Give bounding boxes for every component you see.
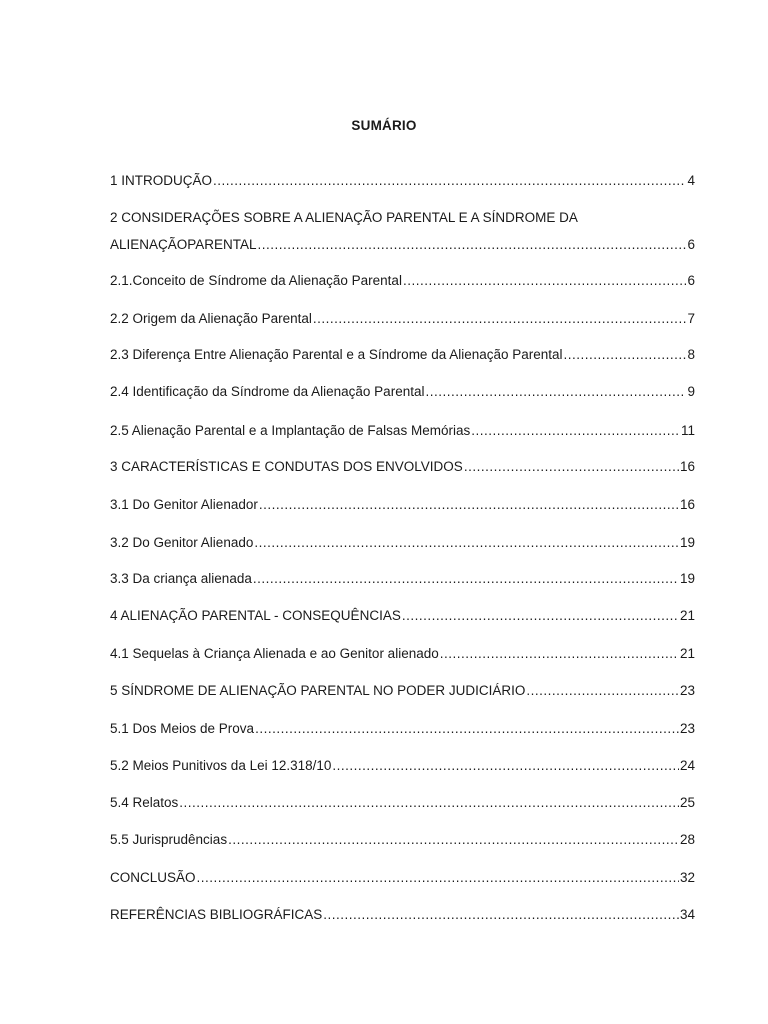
toc-entry: [110, 757, 695, 775]
toc-entry-page: 21: [679, 608, 695, 623]
toc-entry-text: 3 CARACTERÍSTICAS E CONDUTAS DOS ENVOLVIDOS: [110, 459, 463, 474]
toc-entry: [110, 458, 695, 476]
toc-entry-text: 5.4 Relatos: [110, 795, 179, 810]
toc-entry: [110, 346, 695, 364]
toc-entry-page: 7: [687, 311, 695, 326]
toc-entry-text: 2.3 Diferença Entre Alienação Parental e a Síndrome da Alienação Parental: [110, 347, 563, 362]
toc-entry-text: CONCLUSÃO: [110, 870, 196, 885]
toc-entry-page: 34: [679, 907, 695, 922]
dot-leader: [259, 496, 679, 514]
toc-entry: [110, 645, 695, 663]
dot-leader: [526, 682, 679, 700]
dot-leader: [179, 794, 679, 812]
toc-entry-page: 11: [680, 423, 695, 438]
toc-entry-text: 3.3 Da criança alienada: [110, 571, 252, 586]
toc-entry: [110, 869, 695, 887]
dot-leader: [403, 272, 687, 290]
dot-leader: [323, 906, 679, 924]
toc-entry-text: 3.1 Do Genitor Alienador: [110, 497, 258, 512]
toc-entry-text: 2.5 Alienação Parental e a Implantação de Falsas Memórias: [110, 423, 471, 438]
dot-leader: [197, 869, 679, 887]
toc-entry-text: 5.1 Dos Meios de Prova: [110, 721, 255, 736]
toc-entry: [110, 534, 695, 552]
toc-entry-text: 5.2 Meios Punitivos da Lei 12.318/10: [110, 758, 332, 773]
toc-entry-text: 2.1.Conceito de Síndrome da Alienação Parental: [110, 273, 402, 288]
toc-entry-text: 4 ALIENAÇÃO PARENTAL - CONSEQUÊNCIAS: [110, 608, 401, 623]
toc-entry: [110, 831, 695, 849]
toc-entry: [110, 570, 695, 588]
dot-leader: [464, 458, 679, 476]
toc-entry-text: 3.2 Do Genitor Alienado: [110, 535, 254, 550]
toc-entry-page: 25: [679, 795, 695, 810]
toc-entry: [110, 607, 695, 625]
toc-entry-page: 23: [679, 721, 695, 736]
dot-leader: [253, 570, 679, 588]
toc-entry-page: 24: [679, 758, 695, 773]
toc-entry-page: 16: [679, 497, 695, 512]
dot-leader: [258, 236, 687, 254]
toc-entry-page: 32: [679, 870, 695, 885]
toc-entry-page: 6: [687, 273, 695, 288]
toc-entry-page: 19: [679, 571, 695, 586]
toc-entry-page: 19: [679, 535, 695, 550]
dot-leader: [255, 720, 679, 738]
dot-leader: [332, 757, 679, 775]
toc-entry: [110, 794, 695, 812]
dot-leader: [228, 831, 679, 849]
toc-entry: [110, 720, 695, 738]
toc-entry-text: 2.4 Identificação da Síndrome da Alienação Parental: [110, 384, 425, 399]
toc-entry-page: 21: [679, 646, 695, 661]
toc-entry: [110, 496, 695, 514]
toc-entry-page: 4: [687, 173, 695, 188]
toc-entry-text: 5 SÍNDROME DE ALIENAÇÃO PARENTAL NO PODER JUDICIÁRIO: [110, 683, 526, 698]
toc-entry-page: 8: [687, 347, 695, 362]
dot-leader: [254, 534, 679, 552]
toc-entry: [110, 383, 695, 401]
dot-leader: [471, 422, 680, 440]
dot-leader: [313, 310, 687, 328]
toc-entry: [110, 422, 695, 440]
toc-entry-text: 5.5 Jurisprudências: [110, 832, 228, 847]
toc-entry: [110, 682, 695, 700]
toc-entry-text-line1: 2 CONSIDERAÇÕES SOBRE A ALIENAÇÃO PARENTAL E A SÍNDROME DA: [110, 210, 578, 225]
dot-leader: [213, 172, 686, 190]
toc-entry-text: 1 INTRODUÇÃO: [110, 173, 213, 188]
toc-entry-text: REFERÊNCIAS BIBLIOGRÁFICAS: [110, 907, 323, 922]
toc-entry: [110, 172, 695, 190]
toc-entry: [110, 906, 695, 924]
dot-leader: [440, 645, 679, 663]
toc-entry-page: 9: [687, 384, 695, 399]
toc-entry-text: 2.2 Origem da Alienação Parental: [110, 311, 312, 326]
toc-entry-page: 23: [679, 683, 695, 698]
dot-leader: [402, 607, 679, 625]
toc-entry-page: 28: [679, 832, 695, 847]
dot-leader: [564, 346, 687, 364]
toc-entry: [110, 272, 695, 290]
toc-entry-text: 4.1 Sequelas à Criança Alienada e ao Genitor alienado: [110, 646, 439, 661]
toc-entry-text: ALIENAÇÃOPARENTAL: [110, 237, 257, 252]
dot-leader: [425, 383, 686, 401]
page-title: SUMÁRIO: [351, 118, 417, 133]
toc-entry-page: 6: [687, 237, 695, 252]
toc-entry: [110, 310, 695, 328]
toc-entry: [110, 209, 695, 254]
toc-entry-page: 16: [679, 459, 695, 474]
